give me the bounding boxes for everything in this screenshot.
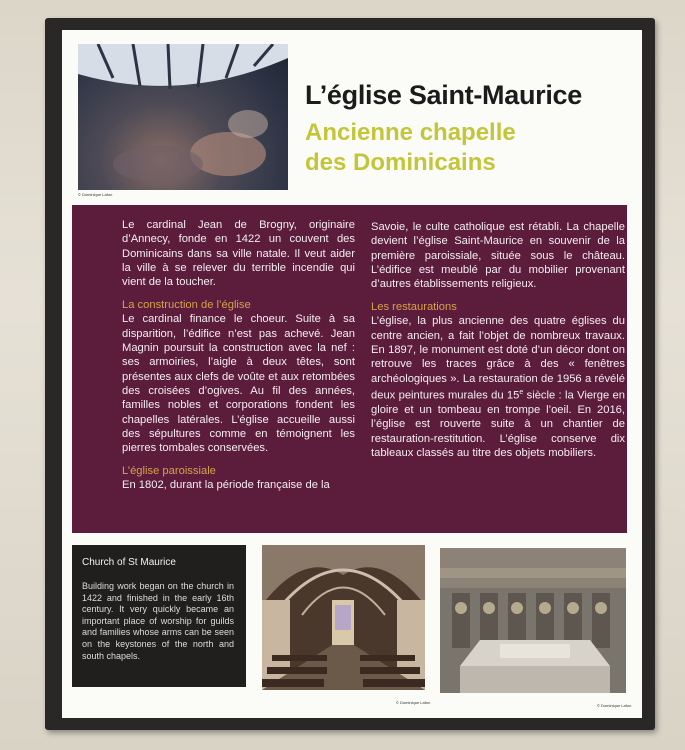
page-subtitle: [305, 118, 516, 178]
photo-credit-top: © Dominique Lafon: [78, 192, 113, 197]
restaurations-paragraph: [371, 314, 625, 460]
photo-credit-tomb: © Dominique Lafon: [597, 703, 632, 708]
heading-paroissiale: L’église paroissiale: [122, 465, 216, 478]
heading-construction: La construction de l’église: [122, 299, 251, 312]
french-column-1: [122, 218, 355, 493]
vault-painting-photo: [78, 44, 288, 190]
paroissiale-paragraph-start: En 1802, durant la période française de la: [122, 479, 330, 492]
restaurations-text-a: L’église, la plus ancienne des quatre églises du centre ancien, a fait l’objet de nombreux travaux. En 1897, le monument est doté d’un décor dont on retrouve les traces grâce à des « fenêtres archéologiques ». La restauration de 1956 a révélé deux peintures murales du 15: [371, 315, 625, 402]
photo-credit-nave: © Dominique Lafon: [396, 700, 431, 705]
french-column-2: [371, 220, 625, 460]
intro-paragraph: Le cardinal Jean de Brogny, originaire d’Annecy, fonde en 1422 un couvent des Dominicains dans sa ville natale. Il veut aider la ville à se relever du terrible incendie qui vient de la toucher.: [122, 219, 355, 289]
restaurations-text-b: siècle : la Vierge en gloire et un tombeau en trompe l’oeil. En 2016, l’église est rouverte suite à un chantier de restauration-restitution. L’église conserve dix tableaux classés au titre des objets mobiliers.: [371, 389, 625, 459]
heading-restaurations: Les restaurations: [371, 301, 457, 314]
english-title: Church of St Maurice: [82, 557, 176, 568]
paroissiale-paragraph-end: Savoie, le culte catholique est rétabli. La chapelle devient l’église Saint-Maurice en souvenir de la première paroissiale, située sous le château. L’édifice est meublé par du mobilier provenant d’autres établissements religieux.: [371, 221, 625, 291]
tomb-photo: [440, 548, 626, 693]
page-title: L’église Saint-Maurice: [305, 80, 582, 110]
english-text: Building work began on the church in 1422 and finished in the early 16th century. It very quickly became an important place of worship for guilds and families whose arms can be seen on the keystones of the north and south chapels.: [82, 581, 234, 661]
subtitle-line-1: Ancienne chapelle: [305, 119, 516, 146]
subtitle-line-2: des Dominicains: [305, 149, 496, 176]
nave-interior-photo: [262, 545, 425, 690]
century-superscript: e: [519, 388, 524, 396]
construction-paragraph: Le cardinal finance le choeur. Suite à sa disparition, l’édifice n’est pas achevé. Jean Magnin poursuit la construction avec la nef : ses armoiries, l’aigle à deux têtes, sont présentes aux clefs de voûte et aux retombées des croisées d’ogives. Au fil des années, familles nobles et corporations fondent les chapelles latérales. L’église accueille aussi des sépultures comme en témoignent les pierres tombales conservées.: [122, 313, 355, 455]
